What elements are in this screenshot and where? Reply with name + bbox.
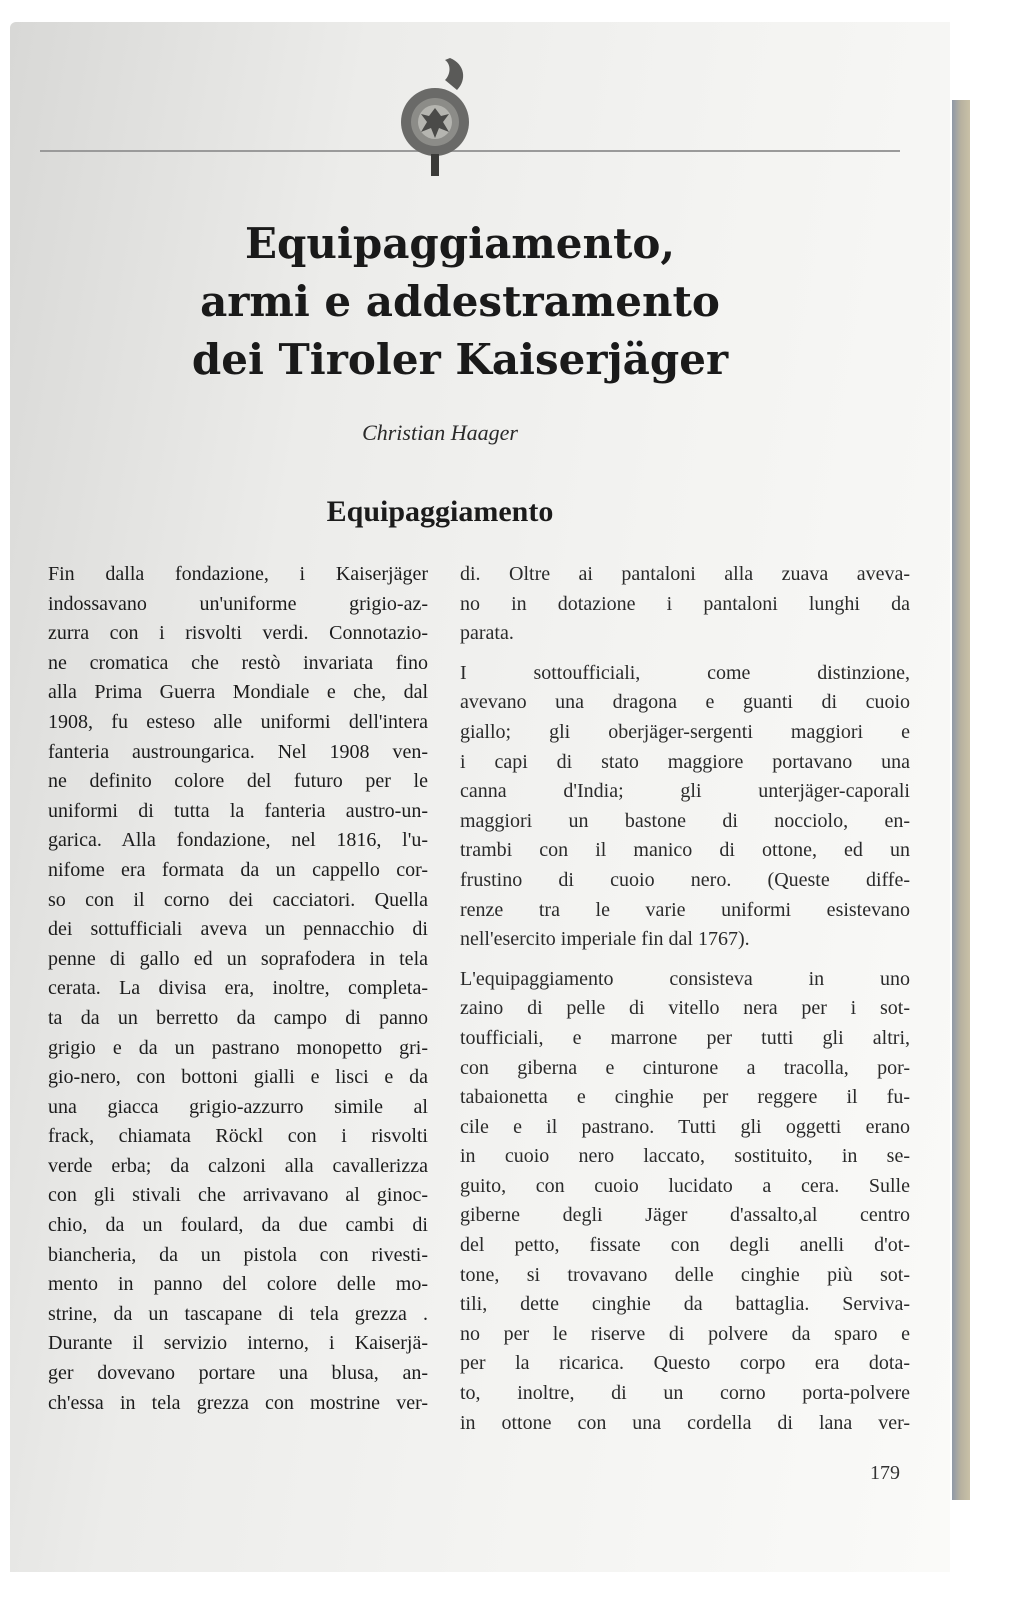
text-line: con giberna e cinturone a tracolla, por- — [460, 1056, 910, 1079]
text-line: zurra con i risvolti verdi. Connotazio- — [48, 622, 428, 645]
text-line: frustino di cuoio nero. (Queste diffe- — [460, 868, 910, 891]
text-line: cile e il pastrano. Tutti gli oggetti erano — [460, 1115, 910, 1138]
text-line: strine, da un tascapane di tela grezza . — [48, 1302, 428, 1325]
text-line: no in dotazione i pantaloni lunghi da — [460, 592, 910, 615]
article-title — [120, 215, 800, 389]
text-line: alla Prima Guerra Mondiale e che, dal — [48, 681, 428, 704]
text-line: ta da un berretto da campo di panno — [48, 1006, 428, 1029]
text-line: fanteria austroungarica. Nel 1908 ven- — [48, 740, 428, 763]
text-line: frack, chiamata Röckl con i risvolti — [48, 1125, 428, 1148]
text-line: zaino di pelle di vitello nera per i sot- — [460, 997, 910, 1020]
text-line: i capi di stato maggiore portavano una — [460, 750, 910, 773]
author-name: Christian Haager — [362, 420, 518, 445]
title-line: Equipaggiamento, — [244, 219, 676, 268]
text-line: nell'esercito imperiale fin dal 1767). — [460, 928, 750, 951]
text-line: I sottoufficiali, come distinzione, — [460, 661, 910, 684]
text-line: Durante il servizio interno, i Kaiserjä- — [48, 1332, 428, 1355]
text-line: 1908, fu esteso alle uniformi dell'intera — [48, 710, 428, 733]
text-line: ger dovevano portare una blusa, an- — [48, 1362, 428, 1385]
text-line: Fin dalla fondazione, i Kaiserjäger — [48, 563, 428, 585]
text-line: verde erba; da calzoni alla cavallerizza — [48, 1154, 428, 1177]
title-line: dei Tiroler Kaiserjäger — [191, 335, 729, 384]
text-line: una giacca grigio-azzurro simile al — [48, 1095, 428, 1118]
text-line: to, inoltre, di un corno porta-polvere — [460, 1382, 910, 1405]
text-line: trambi con il manico di ottone, ed un — [460, 839, 910, 862]
text-line: uniformi di tutta la fanteria austro-un- — [48, 799, 428, 822]
text-line: con gli stivali che arrivavano al ginoc- — [48, 1184, 428, 1207]
text-line: penne di gallo ed un soprafodera in tela — [48, 947, 428, 970]
text-line: in cuoio nero laccato, sostituito, in se- — [460, 1145, 910, 1168]
text-line: mento in panno del colore delle mo- — [48, 1273, 428, 1296]
text-line: del petto, fissate con degli anelli d'ot- — [460, 1234, 910, 1257]
section-heading: Equipaggiamento — [326, 495, 554, 528]
text-line: L'equipaggiamento consisteva in uno — [460, 967, 910, 990]
text-line: tili, dette cinghie da battaglia. Serviva- — [460, 1293, 910, 1316]
hunting-horn-eagle-emblem-icon — [395, 50, 475, 180]
text-line: biancheria, da un pistola con rivesti- — [48, 1243, 428, 1266]
text-line: ch'essa in tela grezza con mostrine ver- — [48, 1391, 428, 1414]
text-line: per la ricarica. Questo corpo era dota- — [460, 1352, 910, 1375]
text-line: grigio e da un pastrano monopetto gri- — [48, 1036, 428, 1059]
paragraph — [460, 560, 910, 649]
text-line: in ottone con una cordella di lana ver- — [460, 1411, 910, 1434]
text-line: no per le riserve di polvere da sparo e — [460, 1322, 910, 1345]
text-line: parata. — [460, 622, 514, 645]
text-line: toufficiali, e marrone per tutti gli altri, — [460, 1026, 910, 1049]
text-line: garica. Alla fondazione, nel 1816, l'u- — [48, 829, 428, 852]
text-line: ne definito colore del futuro per le — [48, 770, 428, 793]
right-text-column — [460, 560, 910, 1438]
page-number: 179 — [870, 1462, 900, 1484]
text-line: maggiori un bastone di nocciolo, en- — [460, 809, 910, 832]
text-line: cerata. La divisa era, inoltre, completa- — [48, 977, 428, 1000]
text-line: tabaionetta e cinghie per reggere il fu- — [460, 1086, 910, 1109]
book-edge — [952, 100, 970, 1500]
text-line: canna d'India; gli unterjäger-caporali — [460, 780, 910, 803]
text-line: gio-nero, con bottoni gialli e lisci e da — [48, 1066, 428, 1089]
title-line: armi e addestramento — [200, 277, 720, 326]
text-line: ne cromatica che restò invariata fino — [48, 651, 428, 674]
text-line: avevano una dragona e guanti di cuoio — [460, 691, 910, 714]
text-line: giberne degli Jäger d'assalto,al centro — [460, 1204, 910, 1227]
text-line: indossavano un'uniforme grigio-az- — [48, 592, 428, 615]
text-line: chio, da un foulard, da due cambi di — [48, 1214, 428, 1237]
text-line: nifome era formata da un cappello cor- — [48, 858, 428, 881]
text-line: guito, con cuoio lucidato a cera. Sulle — [460, 1174, 910, 1197]
text-line: di. Oltre ai pantaloni alla zuava aveva- — [460, 563, 910, 585]
paragraph — [460, 659, 910, 955]
text-line: so con il corno dei cacciatori. Quella — [48, 888, 428, 911]
text-line: dei sottufficiali aveva un pennacchio di — [48, 918, 428, 941]
paragraph — [460, 965, 910, 1439]
text-line: renze tra le varie uniformi esistevano — [460, 898, 910, 921]
text-line: giallo; gli oberjäger-sergenti maggiori e — [460, 720, 910, 743]
text-line: tone, si trovavano delle cinghie più sot- — [460, 1263, 910, 1286]
left-text-column — [48, 560, 428, 1418]
